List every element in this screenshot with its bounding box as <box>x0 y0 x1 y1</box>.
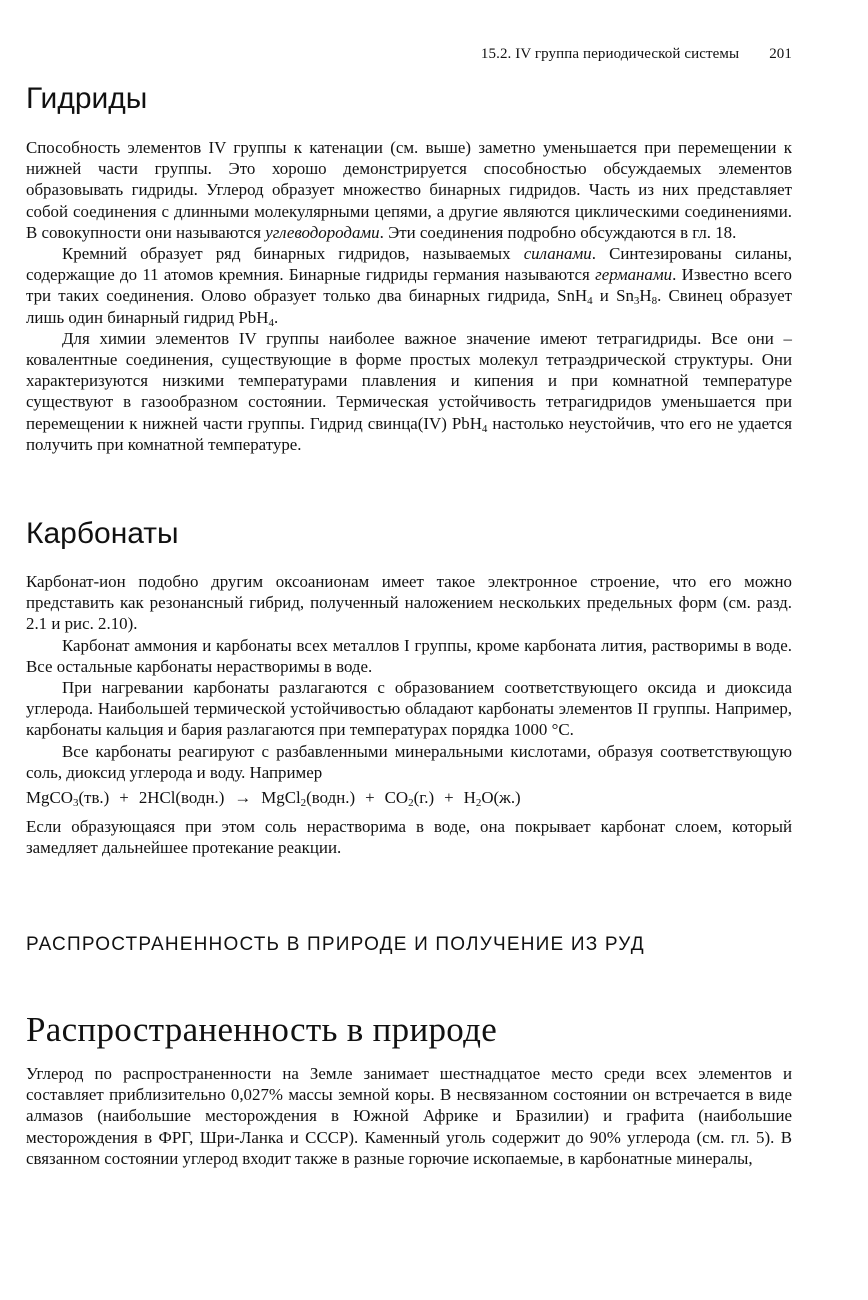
hydrides-paragraph-1: Способность элементов IV группы к катенации (см. выше) заметно уменьшается при перемещении к нижней части группы. Это хорошо демонстрируется способностью обсуждаемых элементов образовывать гидриды. Углерод образует множество бинарных гидридов. Часть из них представляет собой соединения с длинными молекулярными цепями, а другие являются циклическими соединениями. В совокупности они называются углеводородами. Эти соединения подробно обсуждаются в гл. 18. <box>26 138 792 242</box>
reaction-arrow: → <box>234 788 252 808</box>
carbonates-paragraph-2: Карбонат аммония и карбонаты всех металлов I группы, кроме карбоната лития, растворимы в воде. Все остальные карбонаты нерастворимы в воде. <box>26 635 792 676</box>
occurrence-body <box>26 1063 792 1169</box>
hydrides-body <box>26 137 792 455</box>
carbonates-body <box>26 571 792 859</box>
hydrides-paragraph-3: Для химии элементов IV группы наиболее важное значение имеют тетрагидриды. Все они – ковалентные соединения, существующие в форме простых молекул тетраэдрической структуры. Они характеризуются низкими температурами плавления и кипения и при комнатной температуре существуют в газообразном состоянии. Термическая устойчивость тетрагидридов уменьшается при перемещении к нижней части группы. Гидрид свинца(IV) PbH$_4$ настолько неустойчив, что его не удается получить при комнатной температуре. <box>26 328 792 454</box>
term-silanes: силанами <box>523 244 592 264</box>
carbonates-paragraph-5: Если образующаяся при этом соль нерастворима в воде, она покрывает карбонат слоем, который замедляет дальнейшее протекание реакции. <box>26 817 792 858</box>
page-number: 201 <box>769 46 792 62</box>
running-head <box>26 46 792 63</box>
hydrides-paragraph-2: Кремний образует ряд бинарных гидридов, называемых силанами. Синтезированы силаны, содержащие до 11 атомов кремния. Бинарные гидриды германия называются германами. Известно всего три таких соединения. Олово образует только два бинарных гидрида, SnH$_4$ и $Sn_3H_8$. Свинец образует лишь один бинарный гидрид PbH$_4$. <box>26 244 792 329</box>
carbonates-paragraph-1: Карбонат-ион подобно другим оксоанионам имеет такое электронное строение, что его можно представить как резонансный гибрид, полученный наложением нескольких предельных форм (см. разд. 2.1 и рис. 2.10). <box>26 572 792 634</box>
heading-carbonates: Карбонаты <box>26 517 179 550</box>
heading-hydrides: Гидриды <box>26 82 148 115</box>
carbonates-paragraph-3: При нагревании карбонаты разлагаются с образованием соответствующего оксида и диоксида углерода. Наибольшей термической устойчивостью обладают карбонаты элементов II группы. Например, карбонаты кальция и бария разлагаются при температурах порядка 1000 °С. <box>26 678 792 740</box>
term-hydrocarbons: углеводородами <box>265 222 380 242</box>
running-head-section: 15.2. IV группа периодической системы <box>480 46 740 62</box>
heading-occurrence: Распространенность в природе <box>26 1010 498 1049</box>
term-germanes: германами <box>595 265 673 285</box>
reaction-equation: MgCO$_3$(тв.) + 2HCl(водн.) → MgCl$_2$(водн.) + $CO_2(г.) + H_2O(ж.)$ <box>26 788 521 810</box>
heading-occurrence-and-ores: РАСПРОСТРАНЕННОСТЬ В ПРИРОДЕ И ПОЛУЧЕНИЕ ИЗ РУД <box>26 934 645 955</box>
carbonates-paragraph-4: Все карбонаты реагируют с разбавленными минеральными кислотами, образуя соответствующую соль, диоксид углерода и воду. Например <box>26 741 792 782</box>
occurrence-paragraph-1: Углерод по распространенности на Земле занимает шестнадцатое место среди всех элементов и составляет приблизительно 0,027% массы земной коры. В несвязанном состоянии он встречается в виде алмазов (наибольшие месторождения в Южной Африке и Бразилии) и графита (наибольшие месторождения в ФРГ, Шри-Ланка и СССР). Каменный уголь содержит до 90% углерода (см. гл. 5). В связанном состоянии углерод входит также в разные горючие ископаемые, в карбонатные минералы, <box>26 1064 792 1168</box>
